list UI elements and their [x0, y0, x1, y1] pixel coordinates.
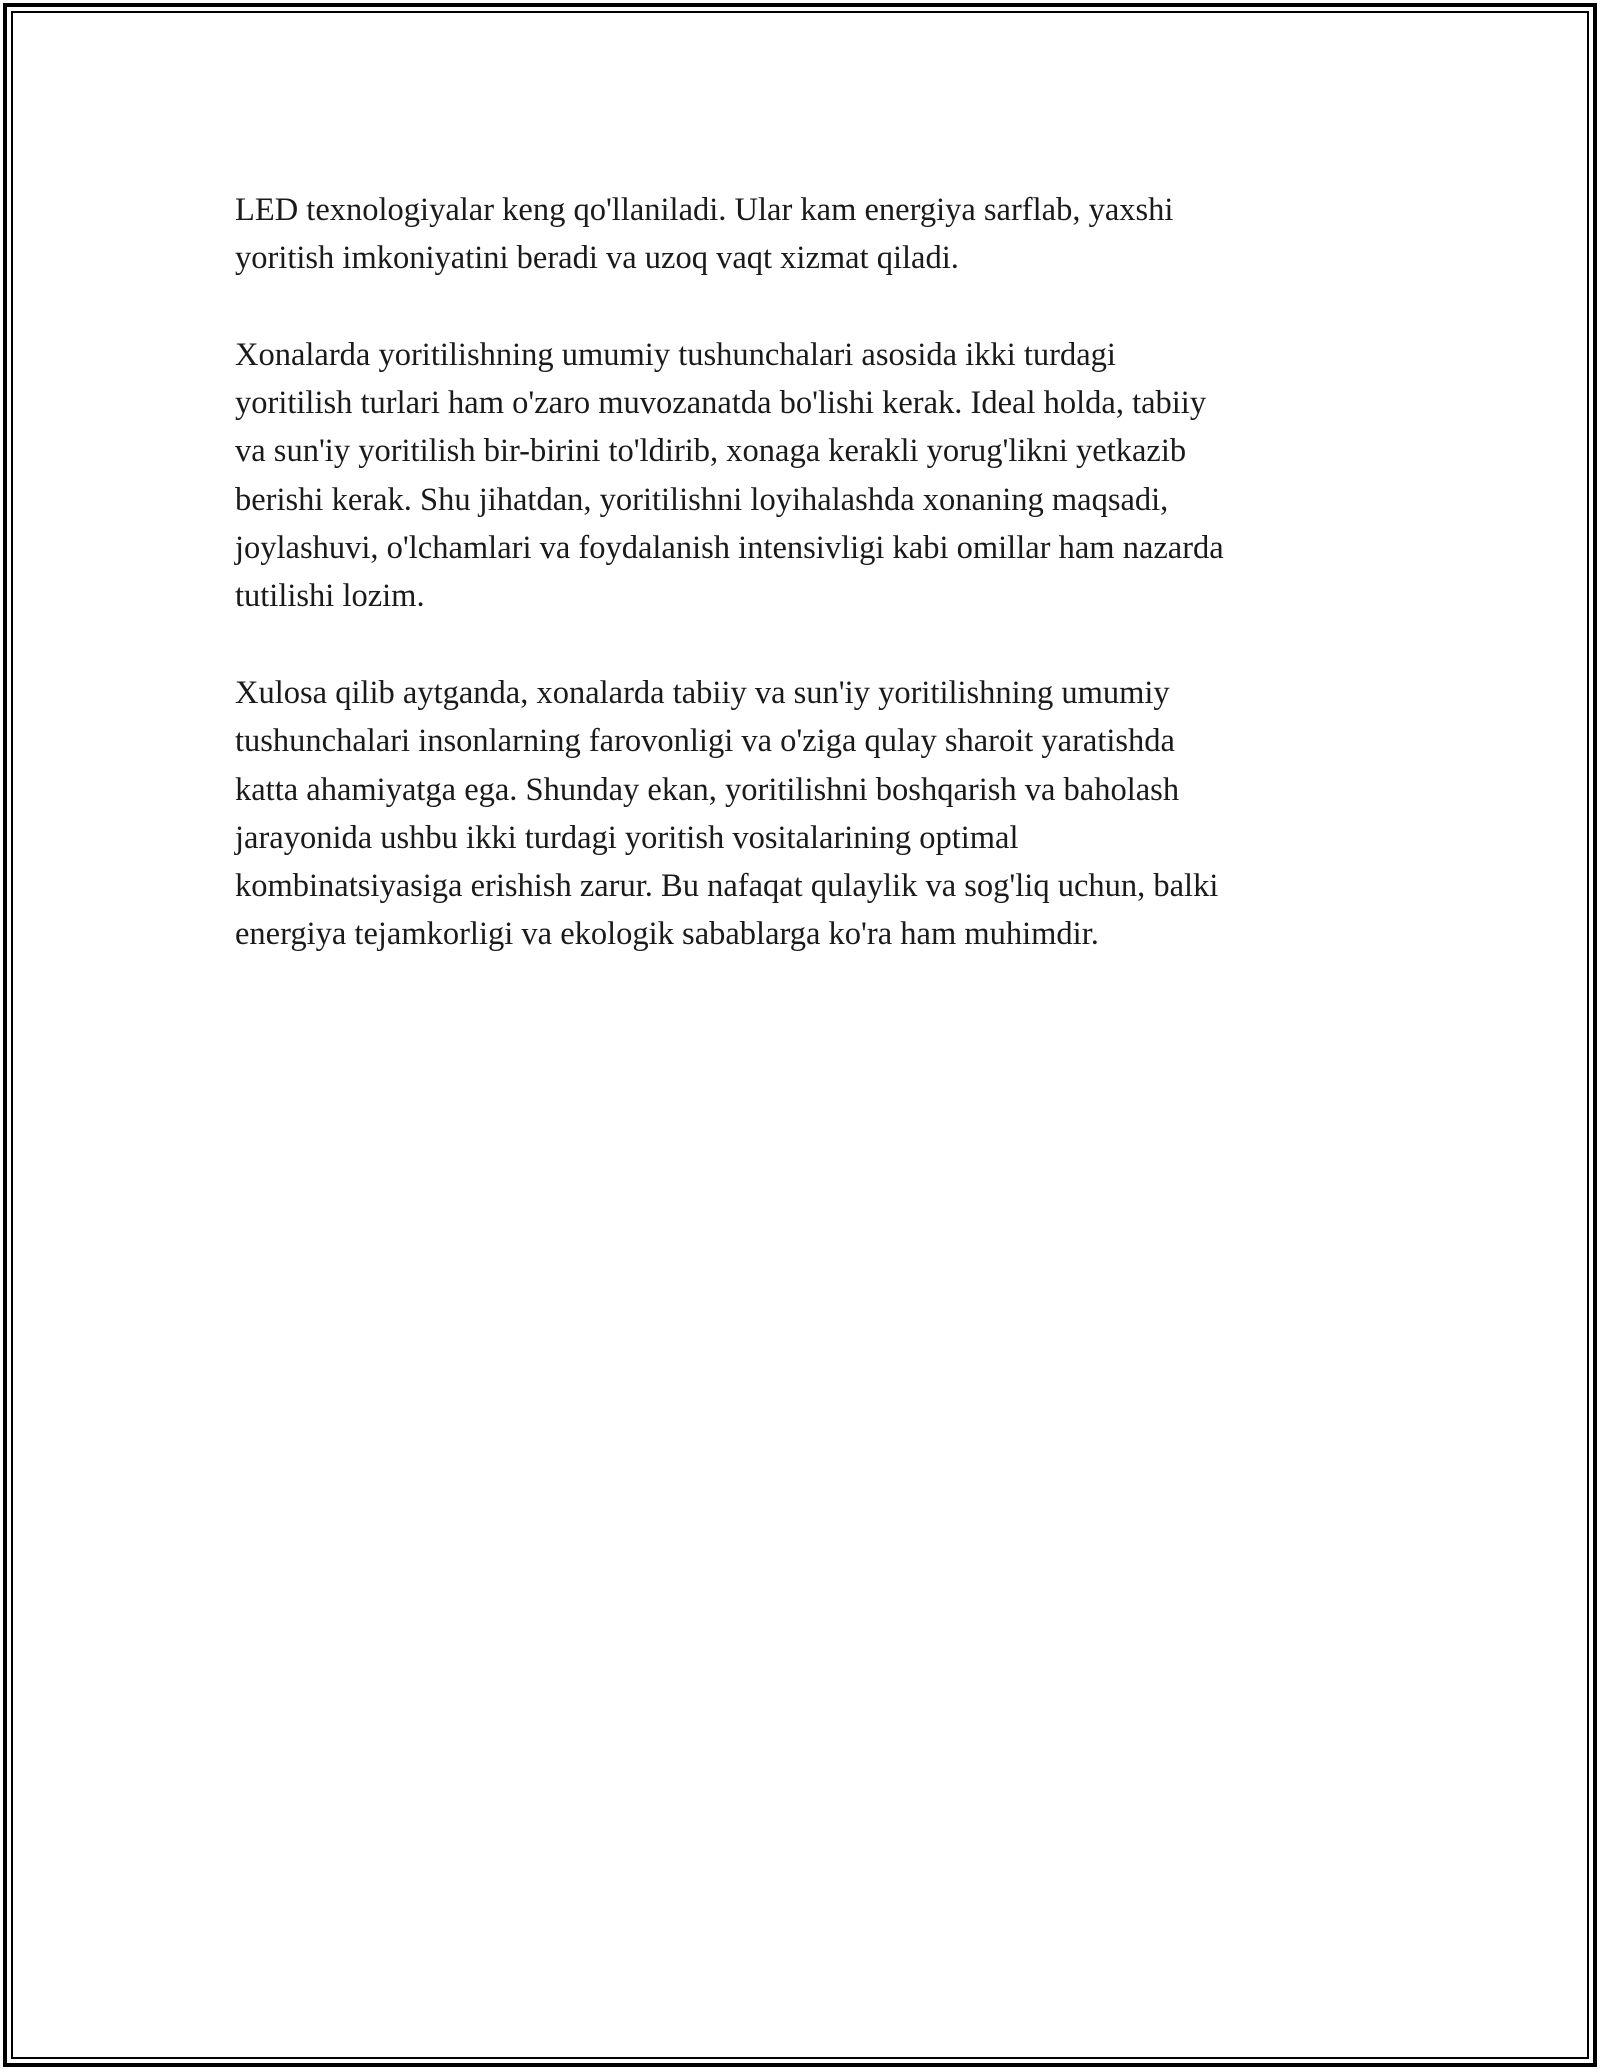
text-line: joylashuvi, o'lchamlari va foydalanish intensivligi kabi omillar ham nazarda: [235, 530, 1224, 567]
text-line: yoritilish turlari ham o'zaro muvozanatda bo'lishi kerak. Ideal holda, tabiiy: [235, 385, 1207, 422]
paragraph-1: [235, 186, 1375, 283]
paragraph-2: [235, 331, 1375, 621]
text-line: berishi kerak. Shu jihatdan, yoritilishni loyihalashda xonaning maqsadi,: [235, 481, 1169, 518]
text-line: LED texnologiyalar keng qo'llaniladi. Ular kam energiya sarflab, yaxshi: [235, 192, 1174, 228]
text-line: yoritish imkoniyatini beradi va uzoq vaqt xizmat qiladi.: [235, 240, 959, 277]
text-line: Xulosa qilib aytganda, xonalarda tabiiy va sun'iy yoritilishning umumiy: [235, 674, 1170, 711]
text-line: tutilishi lozim.: [235, 578, 425, 615]
text-line: tushunchalari insonlarning farovonligi va o'ziga qulay sharoit yaratishda: [235, 723, 1175, 760]
text-line: energiya tejamkorligi va ekologik sabablarga ko'ra ham muhimdir.: [235, 916, 1099, 953]
text-line: va sun'iy yoritilish bir-birini to'ldirib, xonaga kerakli yorug'likni yetkazib: [235, 433, 1187, 470]
text-line: Xonalarda yoritilishning umumiy tushunchalari asosida ikki turdagi: [235, 336, 1116, 373]
paragraph-3: [235, 669, 1375, 959]
text-line: katta ahamiyatga ega. Shunday ekan, yoritilishni boshqarish va baholash: [235, 771, 1180, 808]
document-body: [235, 186, 1375, 959]
text-line: jarayonida ushbu ikki turdagi yoritish vositalarining optimal: [235, 819, 1019, 856]
text-line: kombinatsiyasiga erishish zarur. Bu nafaqat qulaylik va sog'liq uchun, balki: [235, 868, 1219, 905]
